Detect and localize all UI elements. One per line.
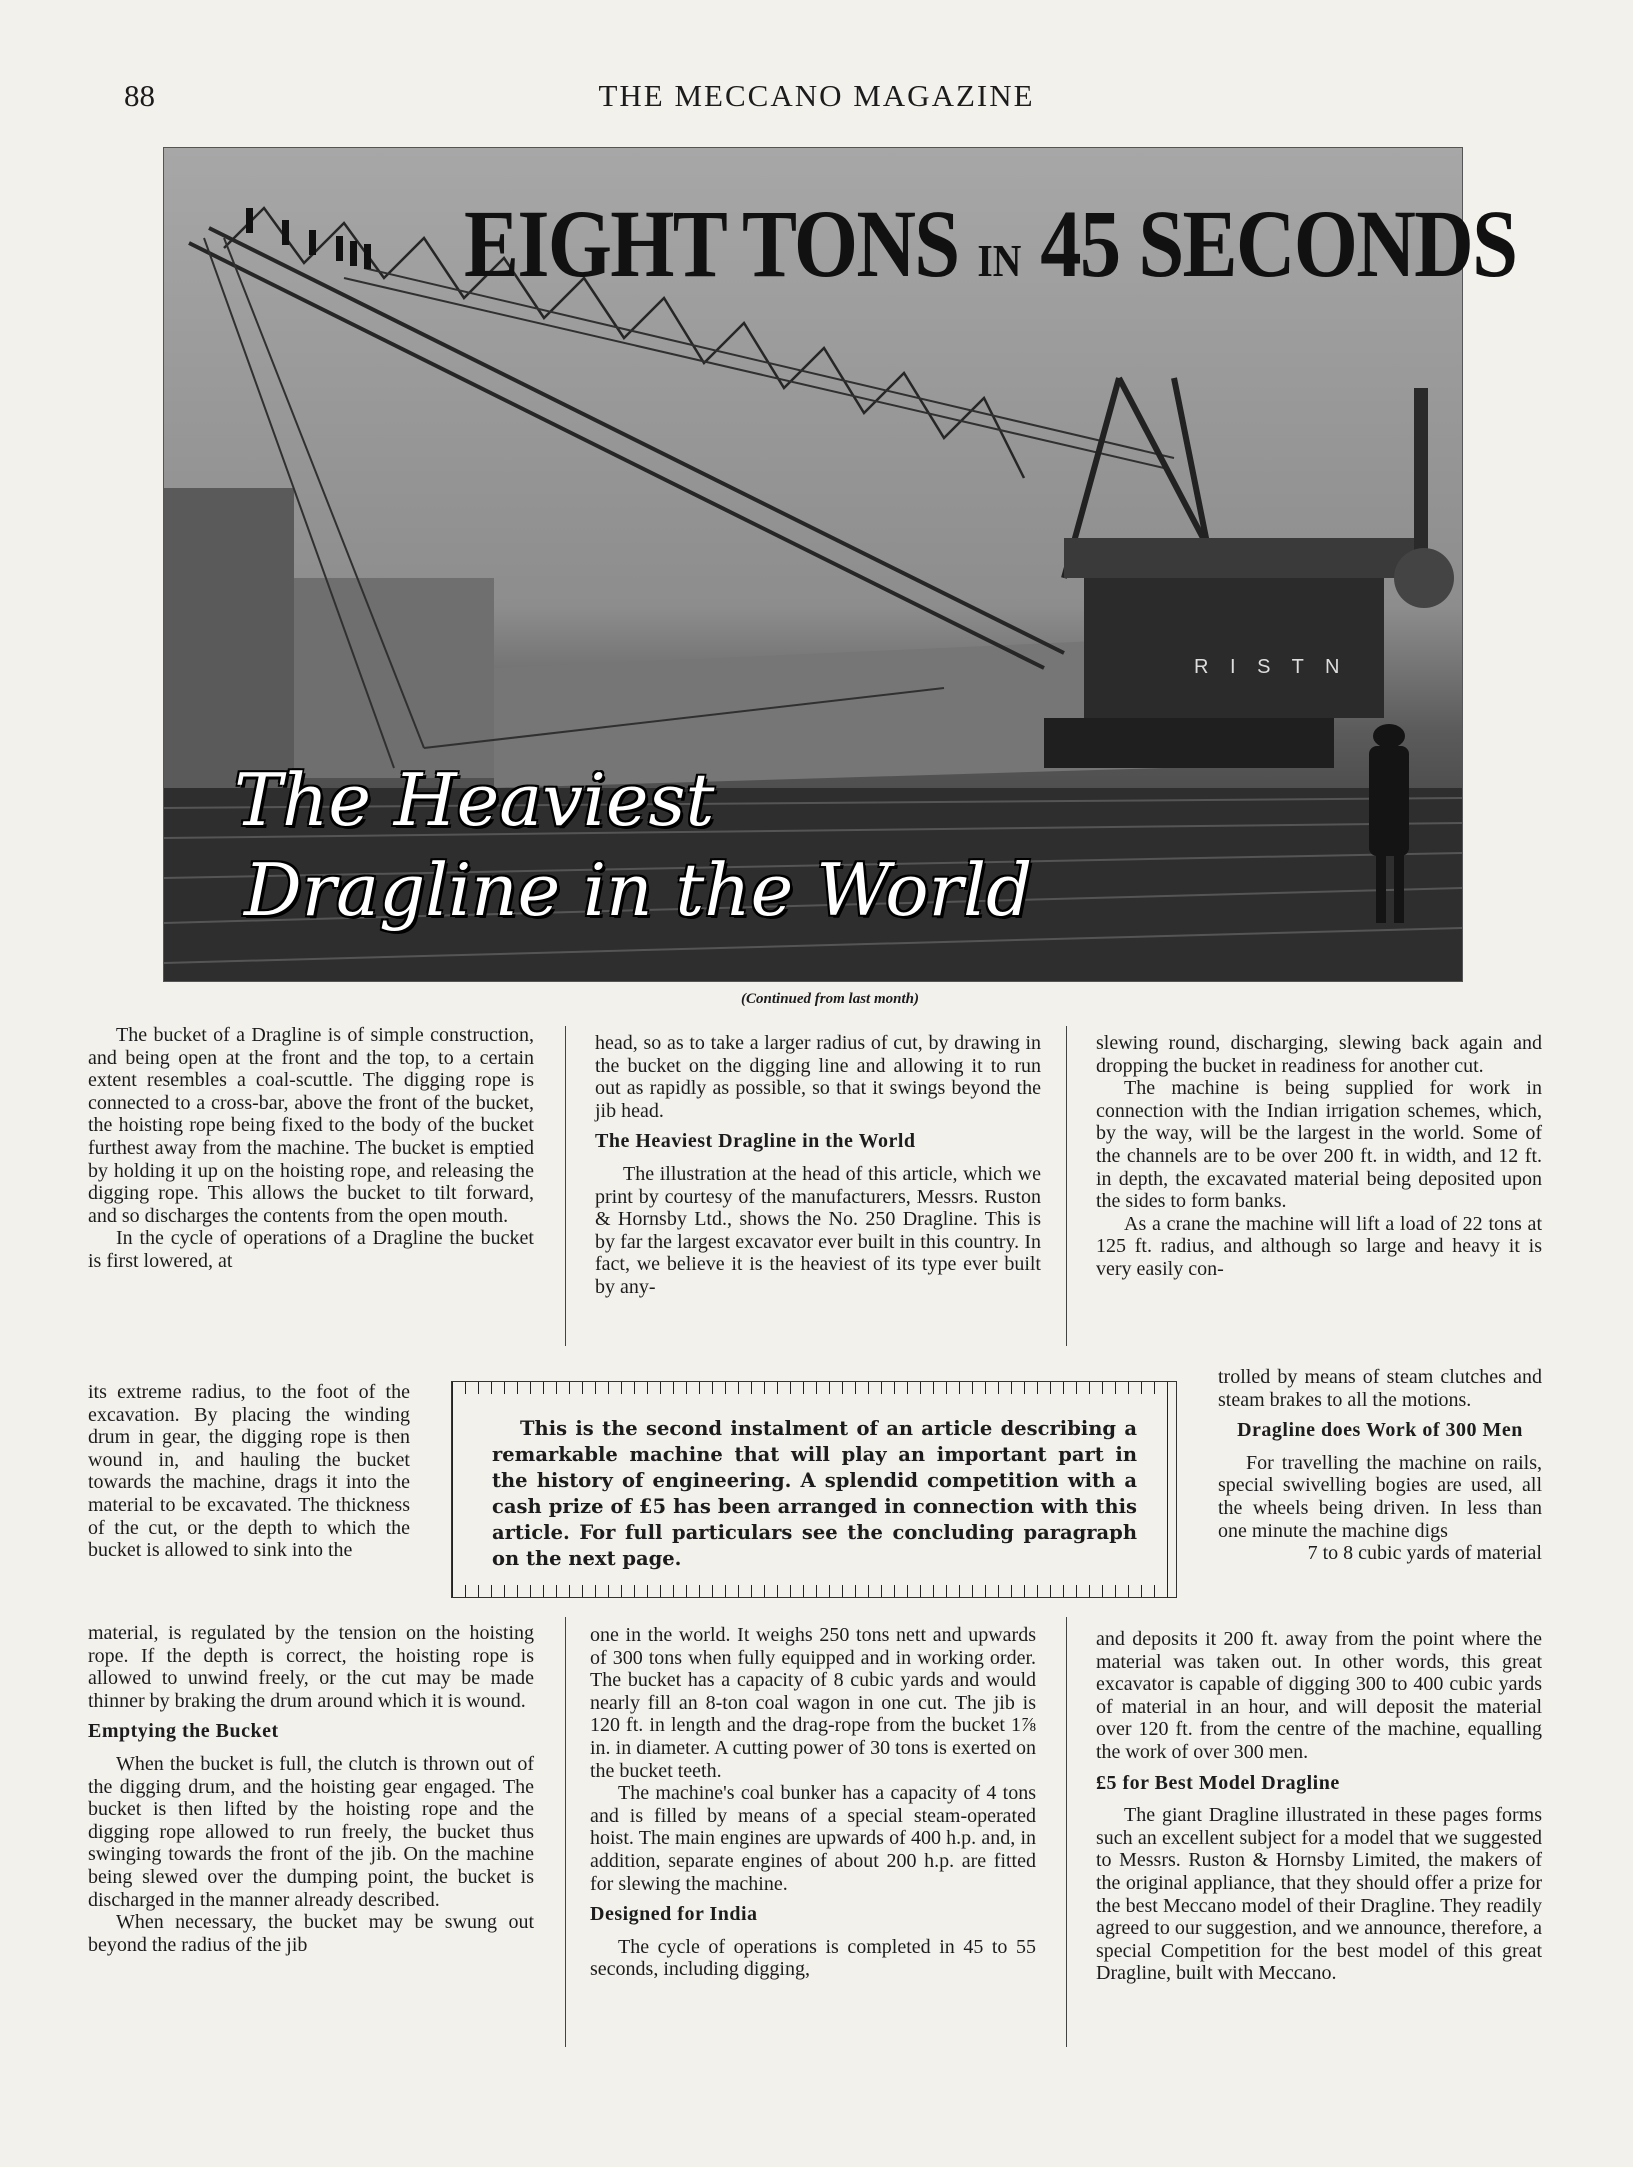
paragraph: its extreme radius, to the foot of the excavation. By placing the winding drum in gear, the digging rope is then wound in, and hauling the bucket towards the machine, drags it into the material to be excavated. The thickness of the cut, or the depth to which the bucket is allowed to sink into the: [88, 1381, 410, 1562]
paragraph: When necessary, the bucket may be swung out beyond the radius of the jib: [88, 1911, 534, 1956]
paragraph: and deposits it 200 ft. away from the point where the material was taken out. In other words, this great excavator is capable of digging 300 to 400 cubic yards of material in an hour, and will deposit the material over 120 ft. from the centre of the machine, equalling the work of over 300 men.: [1096, 1628, 1542, 1763]
paragraph: In the cycle of operations of a Dragline the bucket is first lowered, at: [88, 1227, 534, 1272]
paragraph: The bucket of a Dragline is of simple construction, and being open at the front and the top, to a certain extent resembles a coal-scuttle. The digging rope is connected to a cross-bar, above the front of the bucket, the hoisting rope being fixed to the body of the bucket furthest away from the machine. The bucket is emptied by holding it up on the hoisting rope, and releasing the digging rope. This allows the bucket to tilt forward, and so discharges the contents from the open mouth.: [88, 1024, 534, 1227]
paragraph: When the bucket is full, the clutch is thrown out of the digging drum, and the hoisting gear engaged. The bucket is then lifted by the hoisting rope and the digging rope allowed to run freely, the bucket thus swinging towards the front of the jib. On the machine being slewed over the dumping point, the bucket is discharged in the manner already described.: [88, 1752, 534, 1911]
column-rule: [1066, 1026, 1067, 1346]
magazine-title: THE MECCANO MAGAZINE: [598, 78, 1035, 113]
paragraph: one in the world. It weighs 250 tons nett and upwards of 300 tons when fully equipped and in working order. The bucket has a capacity of 8 cubic yards and would nearly fill an 8-ton coal wagon in one cut. The jib is 120 ft. in length and the drag-rope from the bucket 1⅞ in. in diameter. A cutting power of 30 tons is exerted on the bucket teeth.: [590, 1624, 1036, 1782]
paragraph: material, is regulated by the tension on the hoisting rope. If the depth is correct, the hoisting rope is allowed to unwind freely, or the cut may be made thinner by braking the drum around which it is wound.: [88, 1622, 534, 1712]
column-2-bottom: [590, 1624, 1036, 1981]
column-rule: [565, 1617, 566, 2047]
column-3-bottom: [1096, 1628, 1542, 1985]
column-1-top: [88, 1024, 534, 1273]
notice-box: [492, 1416, 1137, 1572]
column-rule: [1066, 1617, 1067, 2047]
paragraph: The machine is being supplied for work in connection with the Indian irrigation schemes, which, by the way, will be the largest in the world. Some of the channels are to be over 200 ft. in width, and 12 ft. in depth, the excavated material being deposited upon the sides to form banks.: [1096, 1077, 1542, 1213]
section-heading: Dragline does Work of 300 Men: [1237, 1419, 1523, 1442]
running-header: [0, 78, 1633, 128]
headline-part2: 45 SECONDS: [1040, 190, 1517, 297]
section-heading: Designed for India: [590, 1903, 758, 1926]
script-title-line1: The Heaviest: [234, 758, 715, 842]
machine-lettering: R I S T N: [1194, 656, 1348, 678]
paragraph: head, so as to take a larger radius of cut, by drawing in the bucket on the digging line and allowing it to run out as rapidly as possible, so that it swings beyond the jib head.: [595, 1032, 1041, 1122]
dragline-photograph: [163, 147, 1517, 982]
continued-note: (Continued from last month): [741, 991, 919, 1007]
paragraph: For travelling the machine on rails, special swivelling bogies are used, all the wheels being driven. In less than one minute the machine digs: [1218, 1451, 1542, 1542]
page-number: 88: [124, 78, 155, 113]
paragraph: 7 to 8 cubic yards of material: [1307, 1542, 1542, 1565]
section-heading: Emptying the Bucket: [88, 1720, 279, 1743]
column-3-top: [1096, 1032, 1542, 1281]
headline-in: IN: [977, 235, 1022, 286]
paragraph: As a crane the machine will lift a load of 22 tons at 125 ft. radius, and although so large and heavy it is very easily con-: [1096, 1212, 1542, 1280]
column-3-wrap: [1218, 1366, 1542, 1565]
column-2-top: [595, 1032, 1041, 1299]
headline-part1: EIGHT TONS: [464, 190, 959, 297]
paragraph: The illustration at the head of this article, which we print by courtesy of the manufacturers, Messrs. Ruston & Hornsby Ltd., shows the No. 250 Dragline. This is by far the largest excavator ever built in this country. In fact, we believe it is the heaviest of its type ever built by any-: [595, 1162, 1041, 1298]
column-1-wrap: [88, 1381, 410, 1562]
script-title-line2: Dragline in the World: [244, 848, 1033, 932]
paragraph: The giant Dragline illustrated in these pages forms such an excellent subject for a model that we suggested to Messrs. Ruston & Hornsby Limited, the makers of the original appliance, that they should offer a prize for the best Meccano model of their Dragline. They readily agreed to our suggestion, and we announce, therefore, a special Competition for the best model of this great Dragline, built with Meccano.: [1096, 1804, 1542, 1985]
paragraph: trolled by means of steam clutches and steam brakes to all the motions.: [1218, 1366, 1542, 1411]
photo-headline: [464, 188, 1517, 299]
notice-text: This is the second instalment of an article describing a remarkable machine that will play an important part in the history of engineering. A splendid competition with a cash prize of £5 has been arranged in connection with this article. For full particulars see the concluding paragraph on the next page.: [492, 1417, 1137, 1570]
paragraph: The machine's coal bunker has a capacity of 4 tons and is filled by means of a special steam-operated hoist. The main engines are upwards of 400 h.p. and, in addition, separate engines of about 200 h.p. are fitted for slewing the machine.: [590, 1782, 1036, 1895]
column-rule: [565, 1026, 566, 1346]
paragraph: slewing round, discharging, slewing back again and dropping the bucket in readiness for another cut.: [1096, 1032, 1542, 1077]
paragraph: The cycle of operations is completed in 45 to 55 seconds, including digging,: [590, 1935, 1036, 1981]
section-heading: The Heaviest Dragline in the World: [595, 1130, 916, 1153]
section-heading: £5 for Best Model Dragline: [1096, 1771, 1340, 1794]
column-1-bottom: [88, 1622, 534, 1956]
